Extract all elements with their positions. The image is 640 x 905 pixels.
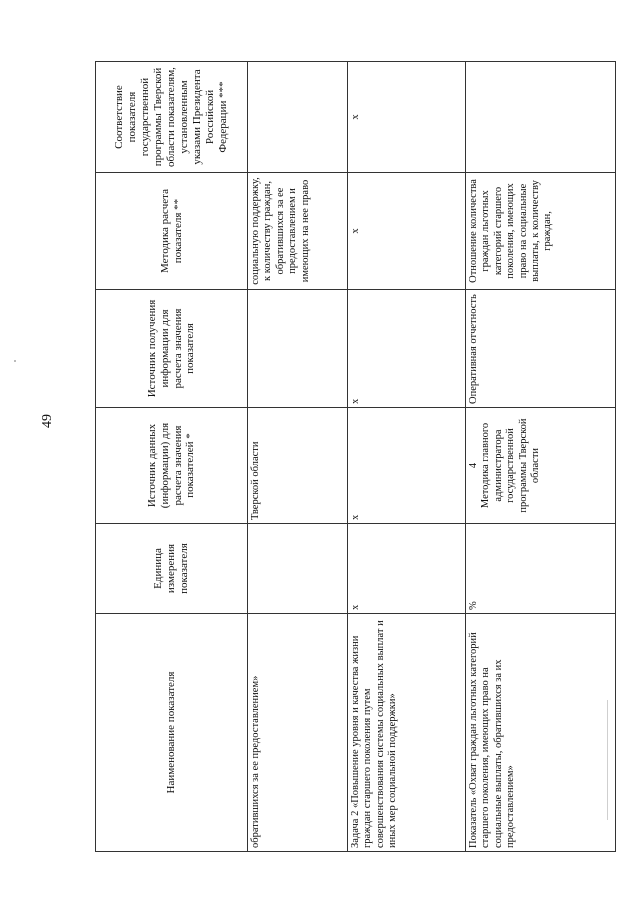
row3-data-source xyxy=(466,408,616,524)
row1-data-source: Тверской области xyxy=(248,408,348,524)
page-number: 49 xyxy=(40,414,55,428)
header-decree-correspondence: Соответствие показателя государственной программы Тверской области показателям, установленным указами Президента Российской Федерации *** xyxy=(96,62,248,173)
row3-correspondence xyxy=(466,62,616,173)
row2-method: х xyxy=(348,173,466,290)
row3-info-source: Оперативная отчетность xyxy=(466,290,616,408)
row3-name: Показатель «Охват граждан льготных категорий старшего поколения, имеющих право на социальные выплаты, обратившихся за их предоставлением» xyxy=(466,614,616,852)
header-indicator-name: Наименование показателя xyxy=(96,614,248,852)
row2-unit: х xyxy=(348,524,466,614)
scan-artifact-line xyxy=(607,700,608,820)
header-info-source: Источник получения информации для расчета значения показателя xyxy=(96,290,248,408)
row3-data-source-number: 4 xyxy=(468,462,479,469)
row2-name: Задача 2 «Повышение уровня и качества жизни граждан старшего поколения путем совершенствования системы социальных выплат и иных мер социальной поддержки» xyxy=(348,614,466,852)
row1-correspondence xyxy=(248,62,348,173)
indicators-table xyxy=(95,61,616,852)
row2-data-source: х xyxy=(348,408,466,524)
header-data-source: Источник данных (информации) для расчета значения показателей * xyxy=(96,408,248,524)
row3-unit: % xyxy=(466,524,616,614)
row2-correspondence: х xyxy=(348,62,466,173)
row2-info-source: х xyxy=(348,290,466,408)
row3-method: Отношение количества граждан льготных категорий старшего поколения, имеющих право на социальные выплаты, к количеству граждан, xyxy=(466,173,616,290)
row1-method: социальную поддержку, к количеству граждан, обратившихся за ее предоставлением и имеющих на нее право xyxy=(248,173,348,290)
row1-unit xyxy=(248,524,348,614)
scan-artifact-dot xyxy=(14,360,16,362)
rotated-page-content xyxy=(95,62,615,852)
header-calculation-method: Методика расчета показателя ** xyxy=(96,173,248,290)
header-unit: Единица измерения показателя xyxy=(96,524,248,614)
table-row xyxy=(466,62,616,852)
row1-name: обратившихся за ее предоставлением» xyxy=(248,614,348,852)
row3-data-source-text: Методика главного администратора государственной программы Тверской области xyxy=(480,418,541,513)
row1-info-source xyxy=(248,290,348,408)
table-row xyxy=(248,62,348,852)
table-header-row xyxy=(96,62,248,852)
table-row xyxy=(348,62,466,852)
